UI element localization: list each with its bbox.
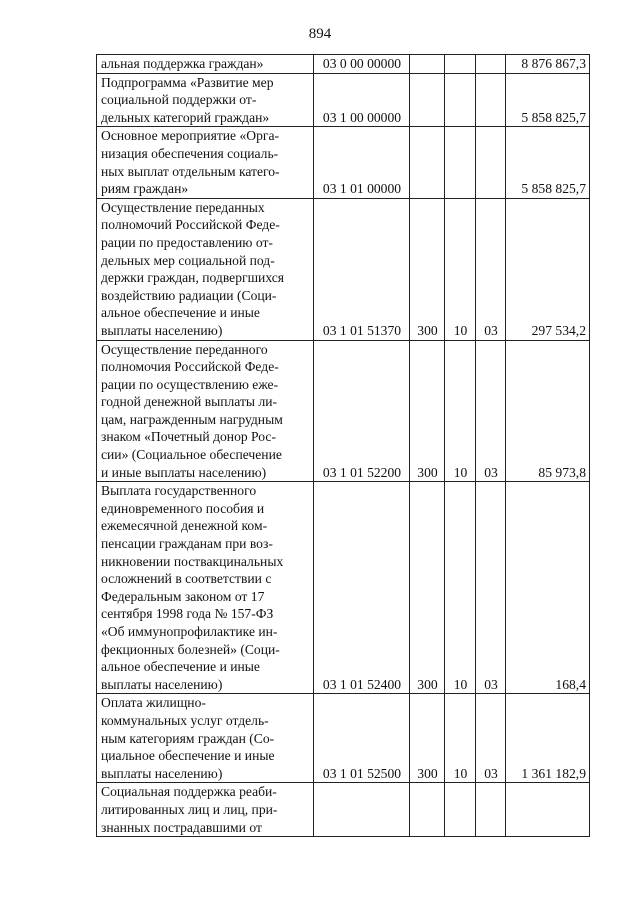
item-name-line: знанных пострадавшими от bbox=[101, 819, 262, 835]
subsection-cell: 03 bbox=[476, 340, 506, 482]
table-row bbox=[97, 340, 590, 482]
item-name-cell bbox=[97, 482, 314, 694]
item-name-line: дельных категорий граждан» bbox=[101, 109, 270, 125]
item-name-line: рации по осуществлению еже- bbox=[101, 376, 279, 392]
table-row bbox=[97, 482, 590, 694]
subsection-cell: 03 bbox=[476, 482, 506, 694]
item-name-line: сентября 1998 года № 157-ФЗ bbox=[101, 606, 274, 622]
item-name-line: фекционных болезней» (Соци- bbox=[101, 641, 280, 657]
item-name-line: рации по предоставлению от- bbox=[101, 234, 273, 250]
item-name-cell bbox=[97, 73, 314, 127]
item-name-line: социальной поддержки от- bbox=[101, 92, 257, 108]
expense-type-cell: 300 bbox=[410, 340, 445, 482]
section-cell bbox=[445, 73, 476, 127]
item-name-line: и иные выплаты населению) bbox=[101, 464, 267, 480]
item-name-line: знаком «Почетный донор Рос- bbox=[101, 429, 276, 445]
subsection-cell: 03 bbox=[476, 198, 506, 340]
table-row bbox=[97, 55, 590, 74]
item-name-line: альная поддержка граждан» bbox=[101, 56, 264, 71]
item-name-line: низация обеспечения социаль- bbox=[101, 145, 279, 161]
expense-type-cell bbox=[410, 55, 445, 74]
target-article-cell: 03 1 01 52200 bbox=[314, 340, 410, 482]
item-name-cell bbox=[97, 198, 314, 340]
target-article-cell bbox=[314, 783, 410, 837]
item-name-line: циальное обеспечение и иные bbox=[101, 748, 275, 764]
item-name-line: Оплата жилищно- bbox=[101, 695, 206, 711]
section-cell: 10 bbox=[445, 198, 476, 340]
item-name-line: риям граждан» bbox=[101, 181, 189, 197]
item-name-line: единовременного пособия и bbox=[101, 500, 265, 516]
item-name-line: выплаты населению) bbox=[101, 676, 223, 692]
budget-table bbox=[96, 54, 590, 837]
item-name-line: «Об иммунопрофилактике ин- bbox=[101, 624, 278, 639]
item-name-line: пенсации гражданам при воз- bbox=[101, 536, 273, 552]
item-name-cell bbox=[97, 340, 314, 482]
amount-cell: 85 973,8 bbox=[506, 340, 590, 482]
item-name-line: ежемесячной денежной ком- bbox=[101, 518, 268, 534]
section-cell bbox=[445, 127, 476, 198]
table-row bbox=[97, 198, 590, 340]
expense-type-cell bbox=[410, 127, 445, 198]
item-name-line: выплаты населению) bbox=[101, 765, 223, 781]
expense-type-cell bbox=[410, 73, 445, 127]
amount-cell: 8 876 867,3 bbox=[506, 55, 590, 74]
item-name-line: коммунальных услуг отдель- bbox=[101, 712, 269, 728]
item-name-line: Осуществление переданного bbox=[101, 341, 268, 357]
item-name-cell bbox=[97, 694, 314, 783]
item-name-line: осложнений в соответствии с bbox=[101, 571, 272, 587]
table-row bbox=[97, 127, 590, 198]
amount-cell: 297 534,2 bbox=[506, 198, 590, 340]
amount-cell: 5 858 825,7 bbox=[506, 127, 590, 198]
table-row bbox=[97, 73, 590, 127]
target-article-cell: 03 1 01 51370 bbox=[314, 198, 410, 340]
subsection-cell bbox=[476, 73, 506, 127]
item-name-line: Осуществление переданных bbox=[101, 199, 265, 215]
expense-type-cell: 300 bbox=[410, 482, 445, 694]
item-name-line: полномочий Российской Феде- bbox=[101, 217, 280, 233]
subsection-cell bbox=[476, 127, 506, 198]
item-name-line: выплаты населению) bbox=[101, 322, 223, 338]
section-cell: 10 bbox=[445, 694, 476, 783]
item-name-line: полномочия Российской Феде- bbox=[101, 359, 279, 375]
page-number: 894 bbox=[308, 26, 332, 42]
item-name-cell bbox=[97, 55, 314, 74]
item-name-line: Выплата государственного bbox=[101, 483, 257, 499]
item-name-line: Федеральным законом от 17 bbox=[101, 588, 265, 604]
target-article-cell: 03 1 00 00000 bbox=[314, 73, 410, 127]
item-name-line: сии» (Социальное обеспечение bbox=[101, 447, 282, 463]
item-name-line: годной денежной выплаты ли- bbox=[101, 394, 278, 410]
section-cell bbox=[445, 783, 476, 837]
item-name-line: воздействию радиации (Соци- bbox=[101, 287, 277, 303]
item-name-line: никновении поствакцинальных bbox=[101, 553, 284, 569]
item-name-line: ным категориям граждан (Со- bbox=[101, 730, 275, 746]
budget-table-body bbox=[97, 55, 590, 837]
expense-type-cell: 300 bbox=[410, 198, 445, 340]
subsection-cell bbox=[476, 783, 506, 837]
amount-cell: 5 858 825,7 bbox=[506, 73, 590, 127]
item-name-line: цам, награжденным нагрудным bbox=[101, 411, 283, 427]
item-name-line: альное обеспечение и иные bbox=[101, 305, 260, 321]
item-name-line: Социальная поддержка реаби- bbox=[101, 784, 277, 800]
target-article-cell: 03 1 01 00000 bbox=[314, 127, 410, 198]
item-name-line: Подпрограмма «Развитие мер bbox=[101, 74, 274, 90]
target-article-cell: 03 1 01 52500 bbox=[314, 694, 410, 783]
item-name-line: литированных лиц и лиц, при- bbox=[101, 801, 278, 817]
item-name-line: альное обеспечение и иные bbox=[101, 659, 260, 675]
expense-type-cell: 300 bbox=[410, 694, 445, 783]
item-name-cell bbox=[97, 783, 314, 837]
target-article-cell: 03 1 01 52400 bbox=[314, 482, 410, 694]
item-name-cell bbox=[97, 127, 314, 198]
section-cell: 10 bbox=[445, 482, 476, 694]
subsection-cell: 03 bbox=[476, 694, 506, 783]
item-name-line: держки граждан, подвергшихся bbox=[101, 270, 285, 286]
amount-cell: 1 361 182,9 bbox=[506, 694, 590, 783]
item-name-line: дельных мер социальной под- bbox=[101, 252, 275, 268]
table-row bbox=[97, 783, 590, 837]
item-name-line: Основное мероприятие «Орга- bbox=[101, 128, 280, 144]
expense-type-cell bbox=[410, 783, 445, 837]
section-cell: 10 bbox=[445, 340, 476, 482]
table-row bbox=[97, 694, 590, 783]
subsection-cell bbox=[476, 55, 506, 74]
section-cell bbox=[445, 55, 476, 74]
amount-cell bbox=[506, 783, 590, 837]
amount-cell: 168,4 bbox=[506, 482, 590, 694]
target-article-cell: 03 0 00 00000 bbox=[314, 55, 410, 74]
item-name-line: ных выплат отдельным катего- bbox=[101, 163, 280, 179]
